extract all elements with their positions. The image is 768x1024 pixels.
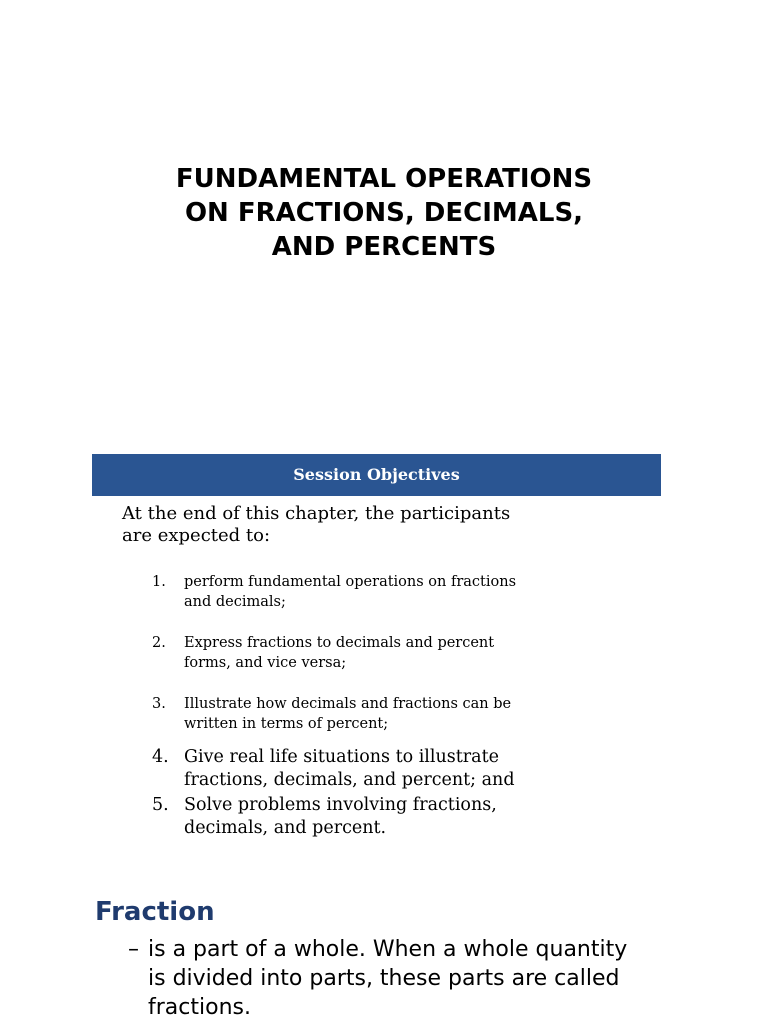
objective-text <box>184 746 672 792</box>
objective-text <box>184 572 672 612</box>
objective-text-line: perform fundamental operations on fractions <box>184 574 517 590</box>
objective-text <box>184 694 672 734</box>
objective-text-line: forms, and vice versa; <box>184 655 347 671</box>
fraction-definition-text: is a part of a whole. When a whole quantity <box>148 937 628 962</box>
objective-text-line: Express fractions to decimals and percent <box>184 635 495 651</box>
objective-item-4 <box>152 746 672 792</box>
fraction-definition-line-3: fractions. <box>148 995 251 1020</box>
objective-text-line: written in terms of percent; <box>184 716 389 732</box>
objective-number: 3. <box>152 696 166 712</box>
dash: – <box>128 937 139 962</box>
objective-number: 2. <box>152 635 166 651</box>
objective-text-line: fractions, decimals, and percent; and <box>184 770 515 790</box>
objective-item-5 <box>152 794 672 840</box>
objective-item-2 <box>152 633 672 673</box>
objective-number: 1. <box>152 574 166 590</box>
fraction-definition-line-1 <box>128 935 708 964</box>
objective-item-3 <box>152 694 672 734</box>
objective-text <box>184 633 672 673</box>
fraction-heading: Fraction <box>95 897 215 927</box>
objective-text-line: decimals, and percent. <box>184 818 387 838</box>
title-line-3: AND PERCENTS <box>271 232 497 262</box>
session-objectives-header: Session Objectives <box>92 454 661 496</box>
objective-text-line: Solve problems involving fractions, <box>184 795 497 815</box>
objective-text <box>184 794 672 840</box>
page-title <box>0 162 768 264</box>
title-line-1: FUNDAMENTAL OPERATIONS <box>175 164 593 194</box>
objectives-intro-line-1: At the end of this chapter, the participants <box>122 503 511 524</box>
objectives-intro <box>122 503 682 547</box>
objectives-intro-line-2: are expected to: <box>122 525 271 546</box>
objective-text-line: and decimals; <box>184 594 286 610</box>
fraction-definition-line-2: is divided into parts, these parts are called <box>148 966 620 991</box>
fraction-definition <box>128 935 708 1022</box>
objective-item-1 <box>152 572 672 612</box>
objective-text-line: Give real life situations to illustrate <box>184 747 499 767</box>
title-line-2: ON FRACTIONS, DECIMALS, <box>184 198 584 228</box>
objective-text-line: Illustrate how decimals and fractions can be <box>184 696 512 712</box>
objective-number: 5. <box>152 795 169 815</box>
objective-number: 4. <box>152 747 169 767</box>
